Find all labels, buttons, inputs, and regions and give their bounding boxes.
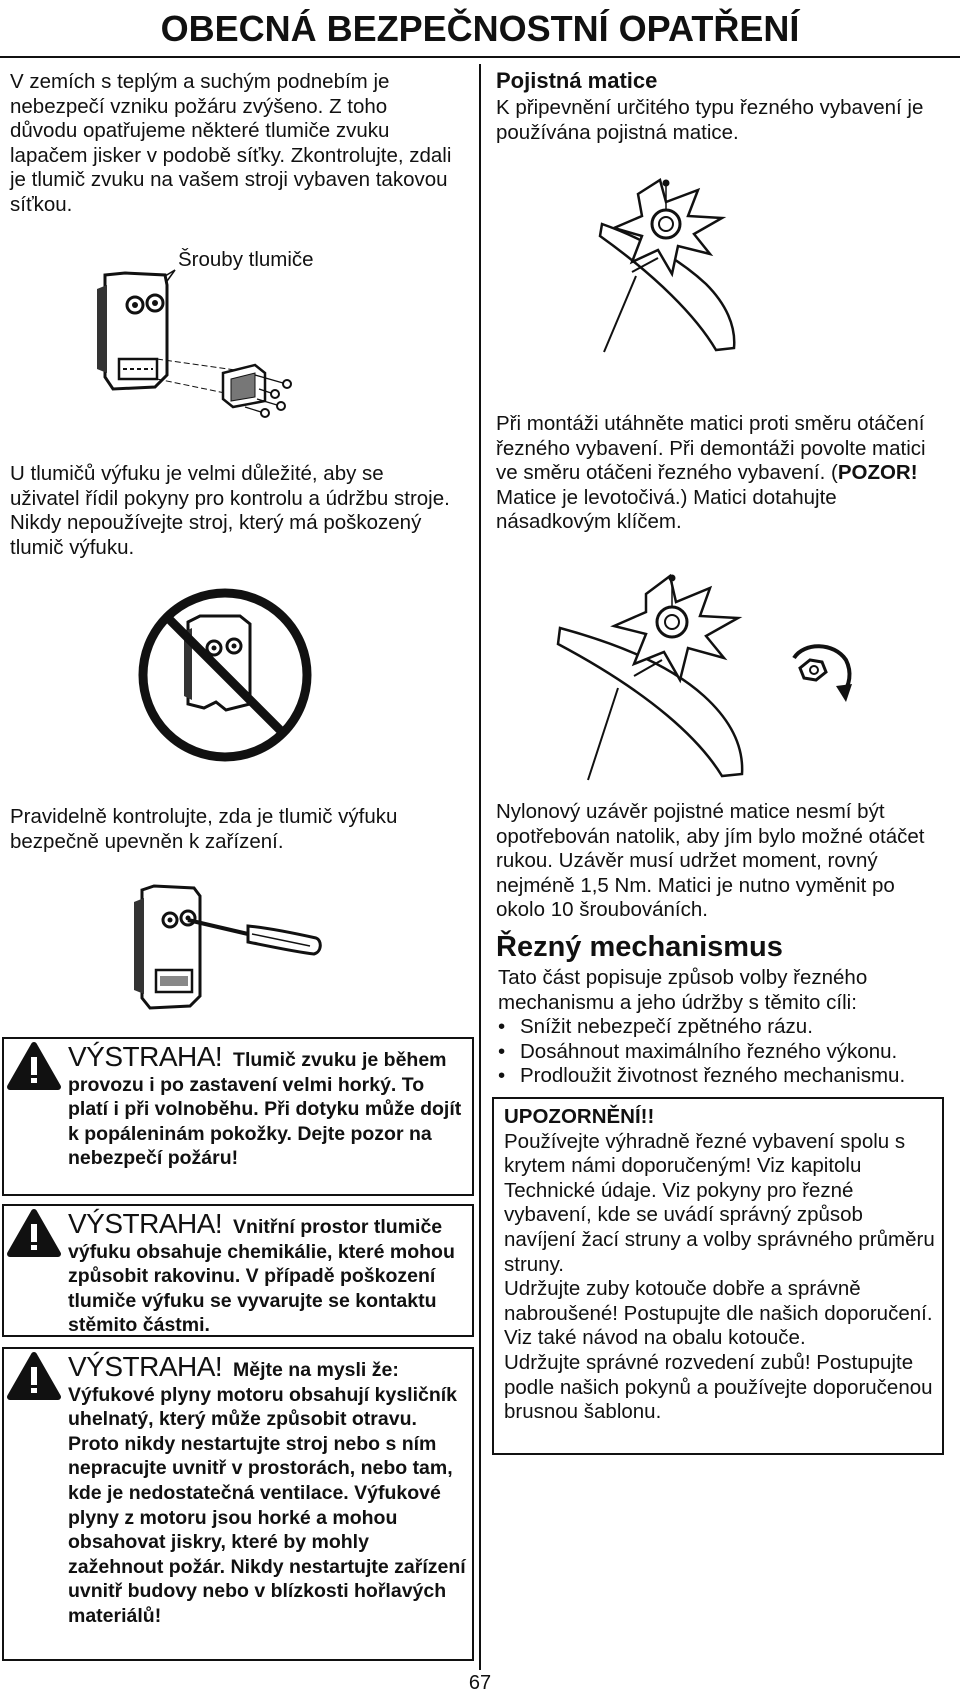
muffler-screws-illustration	[95, 265, 325, 425]
list-item: • Dosáhnout maximálního řezného výkonu.	[498, 1040, 948, 1065]
muffler-check-paragraph: Pravidelně kontrolujte, zda je tlumič výfuku bezpečně upevněn k zařízení.	[10, 805, 398, 853]
mount-instructions	[496, 412, 946, 535]
header-rule	[0, 56, 960, 58]
muffler-screws-label: Šrouby tlumiče	[178, 248, 314, 271]
spark-arrester-paragraph: V zemích s teplým a suchým podnebím je nebezpečí vzniku požáru zvýšeno. Z toho důvodu opatřujeme některé tlumiče zvuku lapačem jisker v podobě síťky. Zkontrolujte, zdali je tlumič zvuku na vašem stroji vybaven takovou síťkou.	[10, 70, 452, 216]
nylon-cap-paragraph: Nylonový uzávěr pojistné matice nesmí být opotřebován natolik, aby jím bylo možné otáčet rukou. Uzávěr musí udržet moment, rovný nejméně 1,5 Nm. Matici je nutno vyměnit po okolo 10 šroubováních.	[496, 800, 925, 922]
warning-triangle-icon	[6, 1351, 62, 1403]
cutting-intro: Tato část popisuje způsob volby řezného mechanismu a jeho údržby s těmito cíli:	[498, 966, 868, 1014]
lock-nut-heading: Pojistná matice	[496, 68, 658, 93]
column-divider	[479, 64, 481, 1670]
warning-heading: VÝSTRAHA!	[68, 1351, 223, 1382]
note-title: UPOZORNĚNÍ!!	[504, 1105, 655, 1128]
page-header	[0, 0, 960, 62]
cutting-goals-list	[498, 1015, 948, 1089]
warning-text: Tlumič zvuku je během provozu i po zastavení velmi horký. To platí i při volnoběhu. Při dotyku může dojít k popáleninám pokožky. Dejte pozor na nebezpečí požáru!	[68, 1049, 462, 1170]
warning-text: Vnitřní prostor tlumiče výfuku obsahuje chemikálie, které mohou způsobit rakovinu. V případě poškození tlumiče výfuku se vyvarujte se kontaktu stěmito částmi.	[68, 1216, 455, 1337]
mount-text-part: Matice je levotočivá.) Matici dotahujte násadkovým klíčem.	[496, 485, 837, 534]
muffler-screwdriver-illustration	[130, 884, 330, 1016]
mount-caution: POZOR!	[837, 461, 918, 485]
list-item: • Prodloužit životnost řezného mechanismu.	[498, 1064, 948, 1089]
list-item: • Snížit nebezpečí zpětného rázu.	[498, 1015, 948, 1040]
important-note-box	[492, 1097, 944, 1455]
warning-heading: VÝSTRAHA!	[68, 1208, 223, 1239]
warning-heading: VÝSTRAHA!	[68, 1041, 223, 1072]
lock-nut-intro: K připevnění určitého typu řezného vybavení je používána pojistná matice.	[496, 96, 924, 144]
warning-hot-muffler	[2, 1037, 474, 1196]
note-paragraph: Používejte výhradně řezné vybavení spolu s krytem námi doporučeným! Viz kapitolu Technické údaje. Viz pokyny pro řezné vybavení, kde se uvádí správný způsob navíjení žací struny a volby správného průměru struny.	[504, 1129, 935, 1276]
note-paragraph: Udržujte správné rozvedení zubů! Postupujte podle našich pokynů a používejte doporučenou brusnou šablonu.	[504, 1350, 933, 1424]
warning-chemicals	[2, 1204, 474, 1337]
muffler-maintenance-paragraph: U tlumičů výfuku je velmi důležité, aby se uživatel řídil pokyny pro kontrolu a údržbu stroje. Nikdy nepoužívejte stroj, který má poškozený tlumič výfuku.	[10, 462, 450, 559]
warning-text: Mějte na mysli že: Výfukové plyny motoru obsahují kysličník uhelnatý, který může způsobit otravu. Proto nikdy nestartujte stroj nebo s ním nepracujte uvnitř v prostorách, nebo tam, kde je nedostatečná ventilace. Výfukové plyny z motoru jsou horké a mohou obsahovat jiskry, které by mohly zažehnout požár. Nikdy nestartujte zařízení uvnitř budovy nebo v blízkosti hořlavých materiálů!	[68, 1359, 466, 1627]
page-title: OBECNÁ BEZPEČNOSTNÍ OPATŘENÍ	[160, 8, 800, 49]
blade-nut-rotation-illustration	[554, 564, 874, 784]
warning-triangle-icon	[6, 1041, 62, 1093]
page-number: 67	[468, 1672, 492, 1694]
mount-text-part: Při montáži utáhněte matici proti směru otáčení řezného vybavení. Při demontáži povolte matici ve směru otáčeni řezného vybavení. (	[496, 412, 926, 485]
blade-lock-nut-illustration	[596, 176, 786, 356]
no-damaged-muffler-icon	[136, 586, 314, 764]
warning-exhaust-gases	[2, 1347, 474, 1661]
note-paragraph: Udržujte zuby kotouče dobře a správně nabroušené! Postupujte dle našich doporučení. Viz také návod na obalu kotouče.	[504, 1277, 933, 1350]
cutting-mechanism-heading: Řezný mechanismus	[496, 931, 783, 963]
warning-triangle-icon	[6, 1208, 62, 1260]
